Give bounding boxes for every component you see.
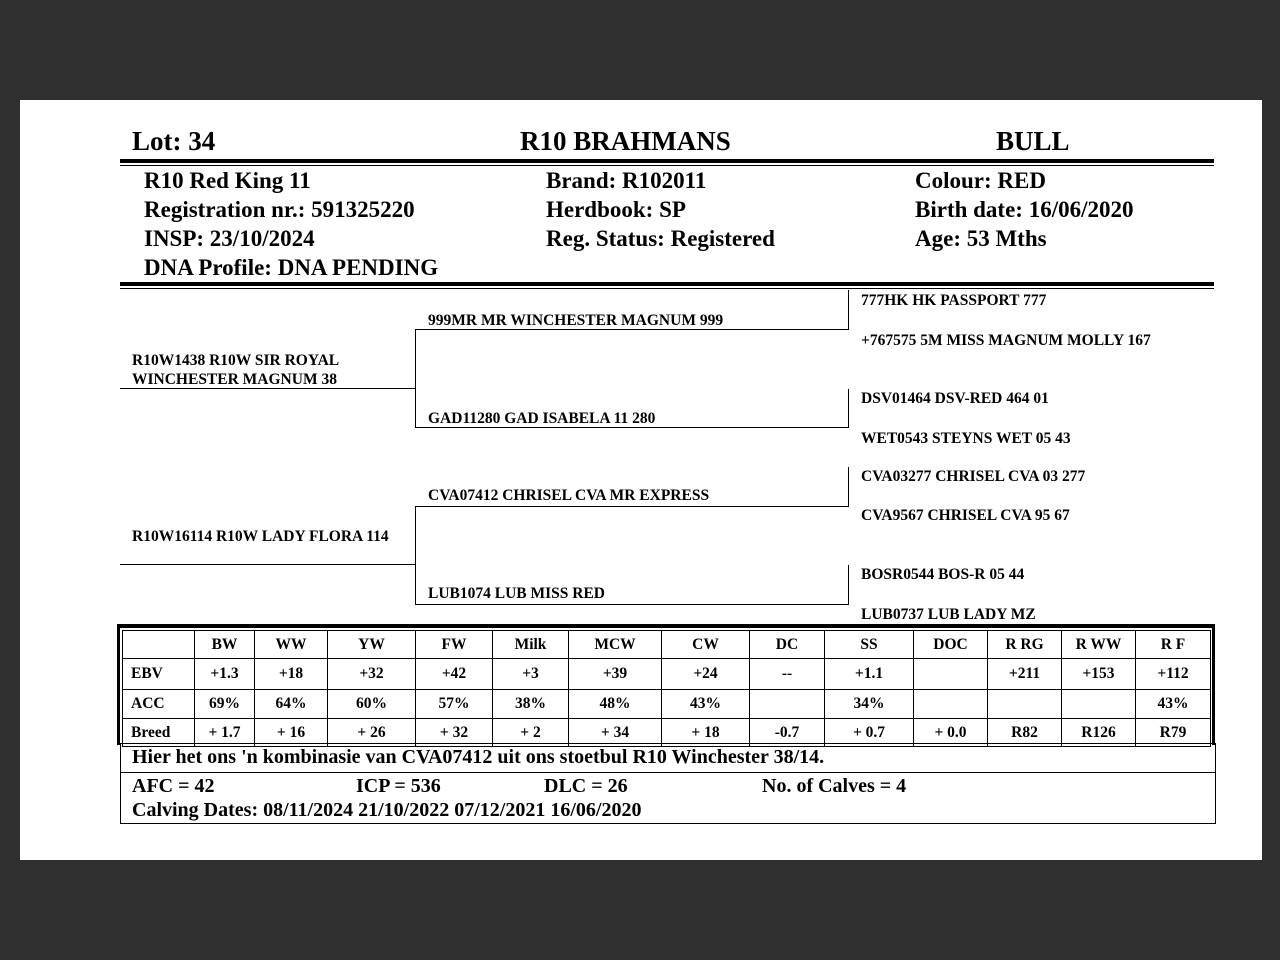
breeder-name: R10 BRAHMANS — [520, 126, 731, 156]
ebv-table-frame-left — [117, 624, 120, 745]
herdbook: Herdbook: SP — [546, 197, 686, 222]
great-granddam-1: +767575 5M MISS MAGNUM MOLLY 167 — [861, 332, 1151, 349]
icp: ICP = 536 — [356, 775, 441, 797]
ebv-col-header: R RG — [988, 631, 1062, 659]
table-cell: + 32 — [416, 719, 493, 747]
table-cell: + 16 — [255, 719, 328, 747]
birth-date: Birth date: 16/06/2020 — [915, 197, 1134, 222]
table-cell: +32 — [328, 659, 416, 690]
ebv-col-header: Milk — [493, 631, 569, 659]
info-rule — [120, 282, 1214, 286]
great-grandsire-2: DSV01464 DSV-RED 464 01 — [861, 390, 1049, 407]
number-of-calves: No. of Calves = 4 — [762, 775, 907, 797]
ebv-table-frame-right — [1212, 624, 1215, 745]
table-cell: +18 — [255, 659, 328, 690]
ebv-col-header: CW — [662, 631, 750, 659]
animal-name: R10 Red King 11 — [144, 168, 311, 193]
paternal-grandsire: 999MR MR WINCHESTER MAGNUM 999 — [428, 312, 724, 329]
great-granddam-2: WET0543 STEYNS WET 05 43 — [861, 430, 1071, 447]
info-rule-thin — [120, 288, 1214, 289]
table-cell: +1.3 — [195, 659, 255, 690]
table-cell: 69% — [195, 690, 255, 719]
ebv-header-row — [123, 631, 1211, 659]
table-cell: +112 — [1136, 659, 1211, 690]
row-label: ACC — [123, 690, 195, 719]
table-cell: 60% — [328, 690, 416, 719]
table-cell: + 34 — [569, 719, 662, 747]
paternal-granddam: GAD11280 GAD ISABELA 11 280 — [428, 410, 656, 427]
table-cell: 48% — [569, 690, 662, 719]
ebv-table — [122, 630, 1211, 747]
dlc: DLC = 26 — [544, 775, 628, 797]
table-cell: R79 — [1136, 719, 1211, 747]
catalog-sheet — [20, 100, 1262, 860]
table-cell: R126 — [1062, 719, 1136, 747]
comment: Hier het ons 'n kombinasie van CVA07412 uit ons stoetbul R10 Winchester 38/14. — [132, 746, 825, 768]
ebv-col-header: SS — [825, 631, 914, 659]
comment-divider — [120, 772, 1216, 773]
table-cell — [914, 659, 988, 690]
row-label: Breed — [123, 719, 195, 747]
colour: Colour: RED — [915, 168, 1046, 193]
table-cell: + 0.7 — [825, 719, 914, 747]
dam: R10W16114 R10W LADY FLORA 114 — [132, 528, 389, 545]
table-cell — [988, 690, 1062, 719]
ebv-col-header: FW — [416, 631, 493, 659]
brand: Brand: R102011 — [546, 168, 707, 193]
great-grandsire-1: 777HK HK PASSPORT 777 — [861, 292, 1047, 309]
ebv-table-frame-top — [117, 624, 1215, 628]
table-cell: 38% — [493, 690, 569, 719]
table-cell: +1.1 — [825, 659, 914, 690]
table-cell: + 2 — [493, 719, 569, 747]
lot-number: Lot: 34 — [132, 126, 216, 156]
maternal-grandsire: CVA07412 CHRISEL CVA MR EXPRESS — [428, 487, 710, 504]
table-cell — [1062, 690, 1136, 719]
table-cell — [914, 690, 988, 719]
table-cell: 34% — [825, 690, 914, 719]
ebv-col-header — [123, 631, 195, 659]
sire: R10W1438 R10W SIR ROYAL WINCHESTER MAGNUM 38 — [132, 352, 339, 388]
table-cell: +39 — [569, 659, 662, 690]
age: Age: 53 Mths — [915, 226, 1047, 251]
great-grandsire-3: CVA03277 CHRISEL CVA 03 277 — [861, 468, 1086, 485]
registration-status: Reg. Status: Registered — [546, 226, 775, 251]
table-cell: -0.7 — [750, 719, 825, 747]
dna-profile: DNA Profile: DNA PENDING — [144, 255, 439, 280]
table-cell: +153 — [1062, 659, 1136, 690]
afc: AFC = 42 — [132, 775, 215, 797]
table-cell: + 1.7 — [195, 719, 255, 747]
table-cell: + 18 — [662, 719, 750, 747]
table-cell: + 26 — [328, 719, 416, 747]
table-cell: 43% — [662, 690, 750, 719]
animal-type: BULL — [996, 126, 1070, 156]
ebv-col-header: DOC — [914, 631, 988, 659]
table-cell: +42 — [416, 659, 493, 690]
table-cell: +211 — [988, 659, 1062, 690]
great-granddam-3: CVA9567 CHRISEL CVA 95 67 — [861, 507, 1070, 524]
table-cell: R82 — [988, 719, 1062, 747]
ebv-col-header: YW — [328, 631, 416, 659]
table-cell: 64% — [255, 690, 328, 719]
ebv-col-header: DC — [750, 631, 825, 659]
header-rule-thin — [120, 165, 1214, 166]
table-row — [123, 659, 1211, 690]
row-label: EBV — [123, 659, 195, 690]
registration-number: Registration nr.: 591325220 — [144, 197, 415, 222]
table-cell: 57% — [416, 690, 493, 719]
table-cell — [750, 690, 825, 719]
table-cell: +24 — [662, 659, 750, 690]
ebv-col-header: R WW — [1062, 631, 1136, 659]
ebv-col-header: BW — [195, 631, 255, 659]
ebv-col-header: WW — [255, 631, 328, 659]
great-grandsire-4: BOSR0544 BOS-R 05 44 — [861, 566, 1025, 583]
table-cell: -- — [750, 659, 825, 690]
table-row — [123, 690, 1211, 719]
header-rule — [120, 159, 1214, 163]
great-granddam-4: LUB0737 LUB LADY MZ — [861, 606, 1036, 623]
maternal-granddam: LUB1074 LUB MISS RED — [428, 585, 605, 602]
ebv-col-header: MCW — [569, 631, 662, 659]
ebv-col-header: R F — [1136, 631, 1211, 659]
table-cell: 43% — [1136, 690, 1211, 719]
table-cell: + 0.0 — [914, 719, 988, 747]
table-cell: +3 — [493, 659, 569, 690]
calving-dates: Calving Dates: 08/11/2024 21/10/2022 07/12/2021 16/06/2020 — [132, 799, 642, 821]
inspection-date: INSP: 23/10/2024 — [144, 226, 315, 251]
